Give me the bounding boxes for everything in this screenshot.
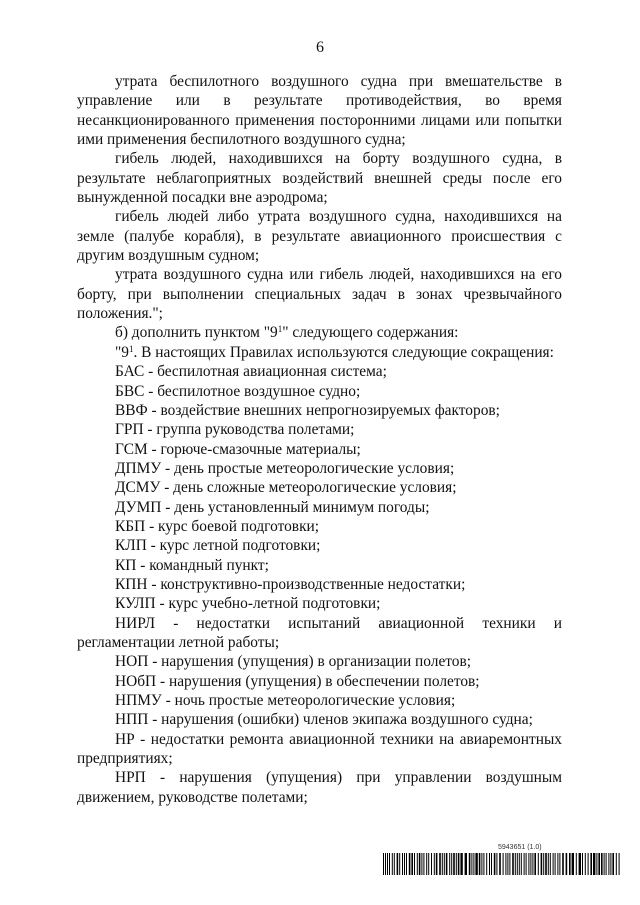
barcode-bar <box>426 853 427 875</box>
barcode-bar <box>579 853 581 875</box>
barcode-bar <box>521 853 522 875</box>
paragraph: КП - командный пункт; <box>115 556 269 574</box>
document-body <box>77 72 562 807</box>
barcode-bar <box>446 853 448 875</box>
paragraph-text: б) дополнить пунктом "9 <box>115 324 278 342</box>
paragraph: НПМУ - ночь простые метеорологические условия; <box>115 692 456 709</box>
paragraph: утрата воздушного судна или гибель людей, находившихся на его борту, при выполнении специальных задач в зонах чрезвычайного положения."; <box>77 266 562 323</box>
paragraph: ДСМУ - день сложные метеорологические условия; <box>115 479 457 497</box>
barcode-bar <box>596 853 597 875</box>
barcode-bar <box>469 853 471 875</box>
barcode-bar <box>404 853 405 875</box>
barcode-bar <box>421 853 422 875</box>
paragraph <box>77 343 562 362</box>
barcode-bar <box>409 853 411 875</box>
paragraph: КУЛП - курс учебно-летной подготовки; <box>115 595 381 613</box>
barcode-bar <box>553 853 554 875</box>
barcode-bar <box>417 853 418 875</box>
barcode-bar <box>598 853 600 875</box>
barcode-bar <box>406 853 407 875</box>
barcode-bar <box>392 853 393 875</box>
barcode-bar <box>550 853 551 875</box>
document-code: 5943651 (1.0) <box>498 844 542 851</box>
barcode-bar <box>453 853 455 875</box>
barcode-bar <box>590 853 592 875</box>
paragraph: БАС - беспилотная авиационная система; <box>115 363 387 381</box>
barcode-bar <box>411 853 413 875</box>
barcode-bar <box>601 853 603 875</box>
barcode-bar <box>532 853 533 875</box>
barcode-bar <box>548 853 549 875</box>
paragraph: ГСМ - горюче-смазочные материалы; <box>115 440 361 458</box>
paragraph <box>77 323 562 342</box>
barcode-bar <box>526 853 527 875</box>
barcode-bar <box>509 853 510 875</box>
barcode-bar <box>530 853 531 875</box>
barcode-bar <box>489 853 490 875</box>
paragraph: КБП - курс боевой подготовки; <box>115 517 320 535</box>
barcode-bar <box>499 853 501 875</box>
paragraph: ГРП - группа руководства полетами; <box>115 421 355 439</box>
page-number: 6 <box>316 39 324 56</box>
barcode-bar <box>562 853 564 875</box>
barcode-bar <box>436 853 438 875</box>
barcode-bar <box>402 853 403 875</box>
barcode-bar <box>528 853 529 875</box>
barcode-bar <box>576 853 577 875</box>
barcode-bar <box>481 853 482 875</box>
barcode-bar <box>585 853 586 875</box>
barcode-bar <box>479 853 481 875</box>
barcode-bar <box>399 853 400 875</box>
barcode-bar <box>593 853 595 875</box>
barcode-bar <box>543 853 544 875</box>
paragraph: НРП - нарушения (упущения) при управлении воздушным движением, руководстве полетами; <box>77 769 562 806</box>
barcode-bar <box>519 853 520 875</box>
barcode-bar <box>414 853 415 875</box>
barcode-bar <box>434 853 435 875</box>
paragraph: НР - недостатки ремонта авиационной техники на авиаремонтных предприятиях; <box>77 730 562 768</box>
barcode-bar <box>494 853 496 875</box>
barcode-bar <box>419 853 421 875</box>
barcode-bar <box>582 853 583 875</box>
barcode-bar <box>515 853 516 875</box>
paragraph: БВС - беспилотное воздушное судно; <box>115 382 361 400</box>
paragraph: гибель людей, находившихся на борту воздушного судна, в результате неблагоприятных воздействий внешней среды после его вынужденной посадки вне аэродрома; <box>77 150 562 207</box>
barcode-bar <box>460 853 462 875</box>
barcode-bar <box>483 853 484 875</box>
superscript: 1 <box>128 343 134 354</box>
barcode-bar <box>451 853 452 875</box>
barcode-bar <box>534 853 536 875</box>
barcode-bar <box>505 853 506 875</box>
barcode-bar <box>619 853 620 875</box>
barcode-bar <box>385 853 386 875</box>
barcode-bar <box>538 853 539 875</box>
barcode-bar <box>442 853 443 875</box>
barcode <box>383 853 620 875</box>
barcode-bar <box>512 853 514 875</box>
barcode-bar <box>503 853 504 875</box>
barcode-bar <box>439 853 441 875</box>
paragraph-text: " следующего содержания: <box>282 324 459 342</box>
barcode-bar <box>610 853 611 875</box>
barcode-bar <box>423 853 424 875</box>
barcode-bar <box>491 853 492 875</box>
barcode-bar <box>569 853 571 875</box>
paragraph: гибель людей либо утрата воздушного судна, находившихся на земле (палубе корабля), в результате авиационного происшествия с другим воздушным судном; <box>77 208 562 265</box>
barcode-bar <box>471 853 472 875</box>
barcode-bar <box>389 853 390 875</box>
paragraph: утрата беспилотного воздушного судна при вмешательстве в управление или в результате противодействия, во время несанкционированного применения посторонними лицами или попытки ими применения беспилотного воздушного судна; <box>77 73 562 149</box>
barcode-bar <box>566 853 568 875</box>
barcode-bar <box>383 853 384 875</box>
paragraph: ДУМП - день установленный минимум погоды; <box>115 498 430 516</box>
paragraph: НПП - нарушения (ошибки) членов экипажа воздушного судна; <box>115 711 533 729</box>
barcode-bar <box>428 853 429 875</box>
barcode-bar <box>449 853 450 875</box>
barcode-bar <box>559 853 560 875</box>
barcode-bar <box>486 853 487 875</box>
barcode-bar <box>458 853 460 875</box>
barcode-bar <box>541 853 543 875</box>
paragraph: ДПМУ - день простые метеорологические условия; <box>115 459 455 477</box>
barcode-bar <box>394 853 395 875</box>
barcode-bar <box>456 853 457 875</box>
barcode-bar <box>387 853 388 875</box>
barcode-bar <box>606 853 607 875</box>
paragraph: КПН - конструктивно-производственные недостатки; <box>115 575 466 593</box>
barcode-bar <box>612 853 614 875</box>
barcode-bar <box>616 853 617 875</box>
barcode-bar <box>465 853 467 875</box>
paragraph-text: "9 <box>115 343 129 361</box>
barcode-bar <box>431 853 432 875</box>
paragraph-text: . В настоящих Правилах используются следующие сокращения: <box>133 343 554 361</box>
paragraph: НОбП - нарушения (упущения) в обеспечении полетов; <box>115 672 480 690</box>
barcode-bar <box>572 853 574 875</box>
paragraph: ВВФ - воздействие внешних непрогнозируемых факторов; <box>115 401 500 419</box>
barcode-bar <box>496 853 497 875</box>
barcode-bar <box>473 853 474 875</box>
paragraph: КЛП - курс летной подготовки; <box>115 537 321 555</box>
barcode-bar <box>517 853 518 875</box>
paragraph: НОП - нарушения (упущения) в организации полетов; <box>115 653 472 671</box>
barcode-bar <box>397 853 399 875</box>
barcode-bar <box>475 853 477 875</box>
barcode-bar <box>588 853 589 875</box>
superscript: 1 <box>277 324 283 335</box>
barcode-bar <box>557 853 558 875</box>
barcode-bar <box>524 853 525 875</box>
barcode-bar <box>604 853 605 875</box>
barcode-bar <box>507 853 508 875</box>
barcode-bar <box>555 853 556 875</box>
barcode-bar <box>444 853 445 875</box>
paragraph: НИРЛ - недостатки испытаний авиационной техники и регламентации летной работы; <box>77 614 562 651</box>
barcode-bar <box>545 853 547 875</box>
barcode-bar <box>608 853 609 875</box>
